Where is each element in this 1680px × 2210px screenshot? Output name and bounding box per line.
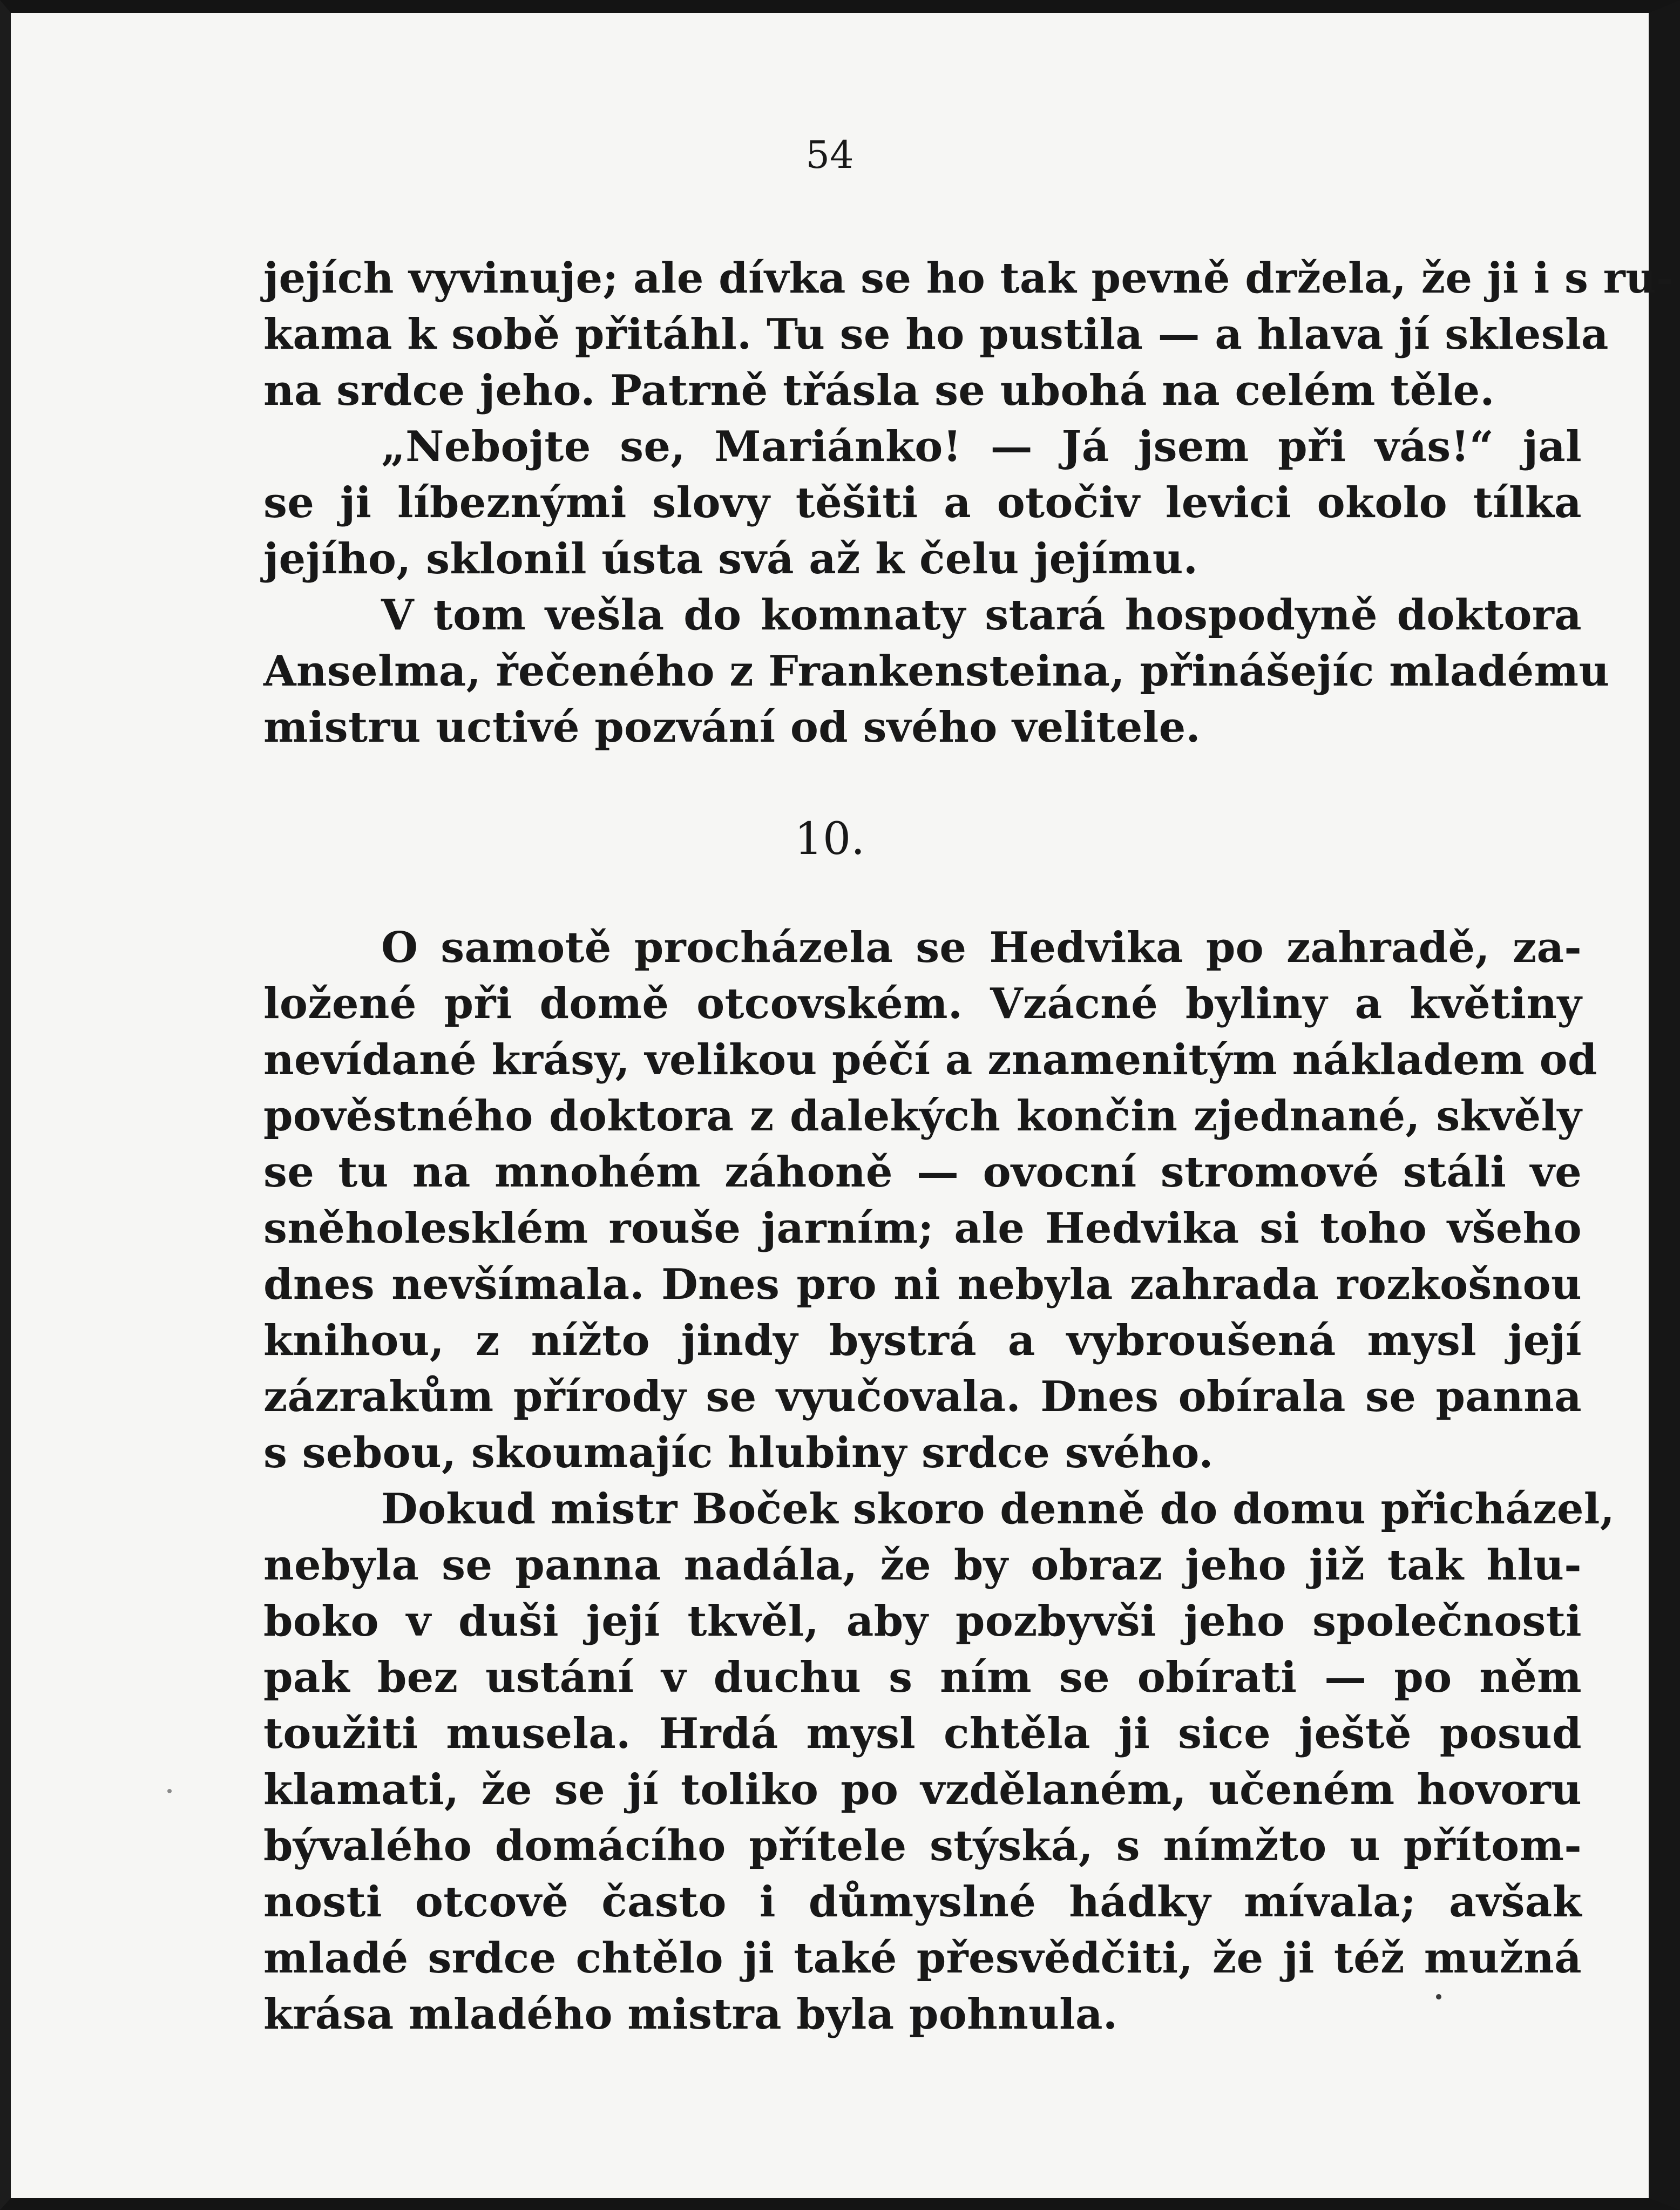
print-speck bbox=[167, 1789, 172, 1793]
text-line: ložené při domě otcovském. Vzácné byliny a květiny bbox=[263, 979, 1582, 1028]
text-line: se ji líbeznými slovy těšiti a otočiv levici okolo tílka bbox=[263, 478, 1582, 527]
text-line: nosti otcově často i důmyslné hádky mívala; avšak bbox=[263, 1877, 1582, 1927]
text-line: mladé srdce chtělo ji také přesvědčiti, že ji též mužná bbox=[263, 1934, 1582, 1983]
paragraph-block-top bbox=[263, 250, 1674, 756]
text-line: boko v duši její tkvěl, aby pozbyvši jeho společnosti bbox=[263, 1597, 1582, 1646]
text-line: se tu na mnohém záhoně — ovocní stromové stáli ve bbox=[263, 1148, 1582, 1197]
text-line: Dokud mistr Boček skoro denně do domu přicházel, bbox=[381, 1484, 1615, 1534]
text-line: Anselma, řečeného z Frankensteina, přinášejíc mladému bbox=[263, 647, 1610, 696]
print-speck bbox=[1436, 1994, 1441, 1999]
text-line: s sebou, skoumajíc hlubiny srdce svého. bbox=[263, 1428, 1214, 1477]
text-line: V tom vešla do komnaty stará hospodyně doktora bbox=[381, 591, 1582, 640]
text-line: sněholesklém rouše jarním; ale Hedvika si toho všeho bbox=[263, 1204, 1582, 1253]
text-line: klamati, že se jí toliko po vzdělaném, učeném hovoru bbox=[263, 1765, 1582, 1814]
text-line: krása mladého mistra byla pohnula. bbox=[263, 1990, 1118, 2039]
text-line: knihou, z nížto jindy bystrá a vybroušená mysl její bbox=[263, 1316, 1582, 1365]
text-line: kama k sobě přitáhl. Tu se ho pustila — a hlava jí sklesla bbox=[263, 310, 1609, 359]
text-line: bývalého domácího přítele stýská, s nímžto u přítom- bbox=[263, 1821, 1582, 1870]
chapter-heading: 10. bbox=[794, 814, 865, 865]
text-line: dnes nevšímala. Dnes pro ni nebyla zahrada rozkošnou bbox=[263, 1260, 1582, 1309]
text-line: na srdce jeho. Patrně třásla se ubohá na celém těle. bbox=[263, 366, 1495, 415]
text-line: pak bez ustání v duchu s ním se obírati — po něm bbox=[263, 1653, 1582, 1702]
text-line: toužiti musela. Hrdá mysl chtěla ji sice ještě posud bbox=[263, 1709, 1582, 1758]
page-number: 54 bbox=[805, 133, 854, 177]
text-line: jejího, sklonil ústa svá až k čelu jejímu. bbox=[263, 534, 1198, 584]
text-line: „Nebojte se, Mariánko! — Já jsem při vás!“ jal bbox=[381, 422, 1582, 471]
text-line: zázrakům přírody se vyučovala. Dnes obírala se panna bbox=[263, 1372, 1582, 1421]
paragraph-block-bottom bbox=[263, 920, 1615, 2043]
text-line: jejích vyvinuje; ale dívka se ho tak pevně držela, že ji i s ru- bbox=[263, 254, 1674, 303]
text-line: mistru uctivé pozvání od svého velitele. bbox=[263, 703, 1201, 752]
text-line: nevídané krásy, velikou péčí a znamenitým nákladem od bbox=[263, 1035, 1597, 1084]
text-line: pověstného doktora z dalekých končin zjednané, skvěly bbox=[263, 1092, 1582, 1141]
text-line: nebyla se panna nadála, že by obraz jeho již tak hlu- bbox=[263, 1541, 1582, 1590]
text-line: O samotě procházela se Hedvika po zahradě, za- bbox=[381, 923, 1582, 972]
